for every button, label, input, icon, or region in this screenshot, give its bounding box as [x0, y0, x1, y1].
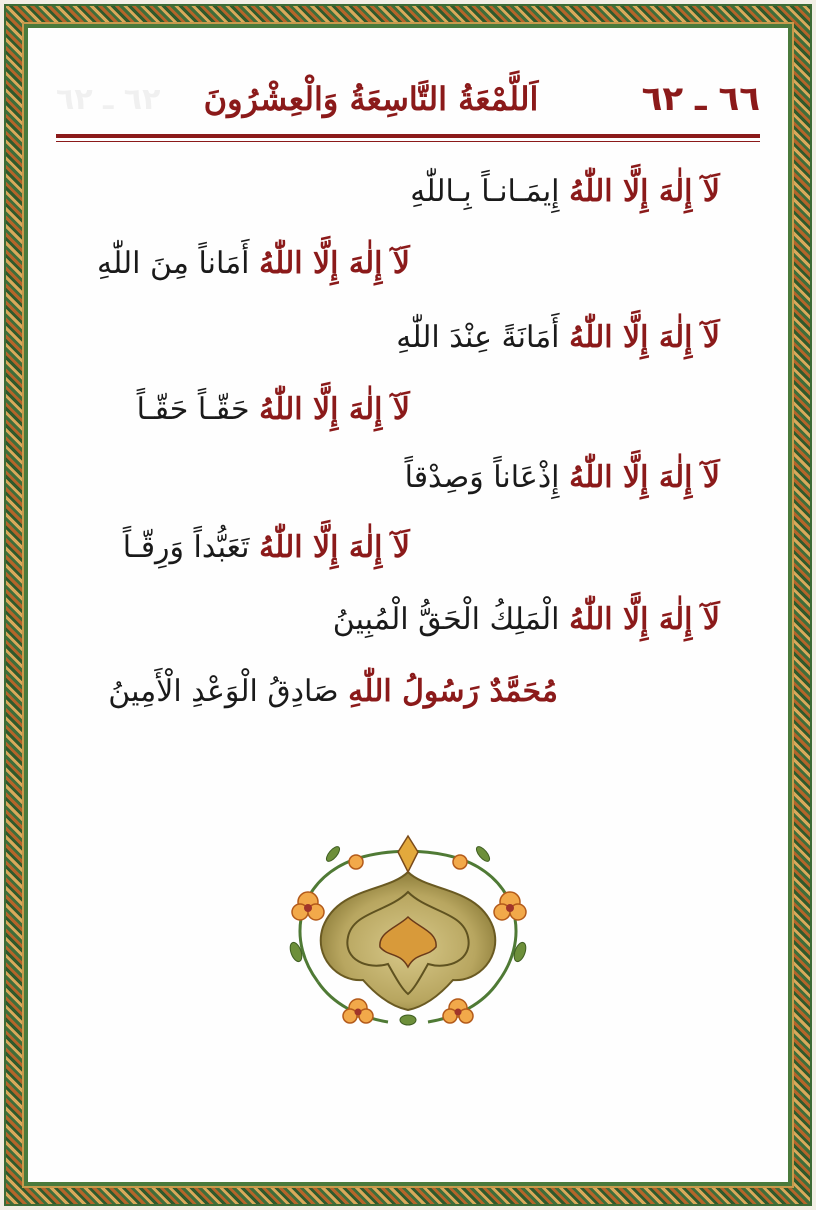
verse-text: تَعَبُّداً وَرِقّـاً [122, 530, 250, 565]
verse-red-text: لَآ إِلٰهَ إِلَّا اللّٰهُ [569, 602, 720, 637]
header-rule [56, 134, 760, 138]
verse-text: إِذْعَاناً وَصِدْقاً [404, 460, 560, 495]
verse-red-text: لَآ إِلٰهَ إِلَّا اللّٰهُ [569, 320, 720, 355]
faded-page-numbers: ٦٢ ـ ٦٢ [56, 81, 161, 117]
verse-text: الْمَلِكُ الْحَقُّ الْمُبِينُ [332, 602, 560, 637]
verse-line-2 [97, 244, 410, 284]
verse-line-8 [108, 672, 558, 712]
verse-text: أَمَاناً مِنَ اللّٰهِ [97, 246, 250, 281]
verse-line-3 [396, 318, 720, 358]
verse-red-text: مُحَمَّدٌ رَسُولُ اللّٰهِ [348, 674, 558, 709]
page-header [56, 74, 760, 124]
header-rule-thin [56, 141, 760, 142]
verse-line-7 [333, 600, 720, 640]
verse-red-text: لَآ إِلٰهَ إِلَّا اللّٰهُ [259, 246, 410, 281]
verse-red-text: لَآ إِلٰهَ إِلَّا اللّٰهُ [259, 392, 410, 427]
verse-text: صَادِقُ الْوَعْدِ الْأَمِينُ [108, 674, 339, 709]
page-numbers: ٦٦ ـ ٦٢ [641, 79, 760, 119]
verse-text: إِيمَـانـاً بِـاللّٰهِ [410, 174, 560, 209]
chapter-title: اَللَّمْعَةُ التَّاسِعَةُ وَالْعِشْرُونَ [203, 80, 539, 118]
verse-text: حَقّـاً حَقّـاً [136, 392, 250, 427]
floral-ornament-icon [278, 832, 538, 1028]
verse-line-5 [405, 458, 720, 498]
verse-red-text: لَآ إِلٰهَ إِلَّا اللّٰهُ [569, 174, 720, 209]
verse-red-text: لَآ إِلٰهَ إِلَّا اللّٰهُ [259, 530, 410, 565]
verse-line-1 [410, 172, 720, 212]
verse-text: أَمَانَةً عِنْدَ اللّٰهِ [396, 320, 560, 355]
verse-line-4 [137, 390, 410, 430]
verse-line-6 [123, 528, 410, 568]
verse-red-text: لَآ إِلٰهَ إِلَّا اللّٰهُ [569, 460, 720, 495]
